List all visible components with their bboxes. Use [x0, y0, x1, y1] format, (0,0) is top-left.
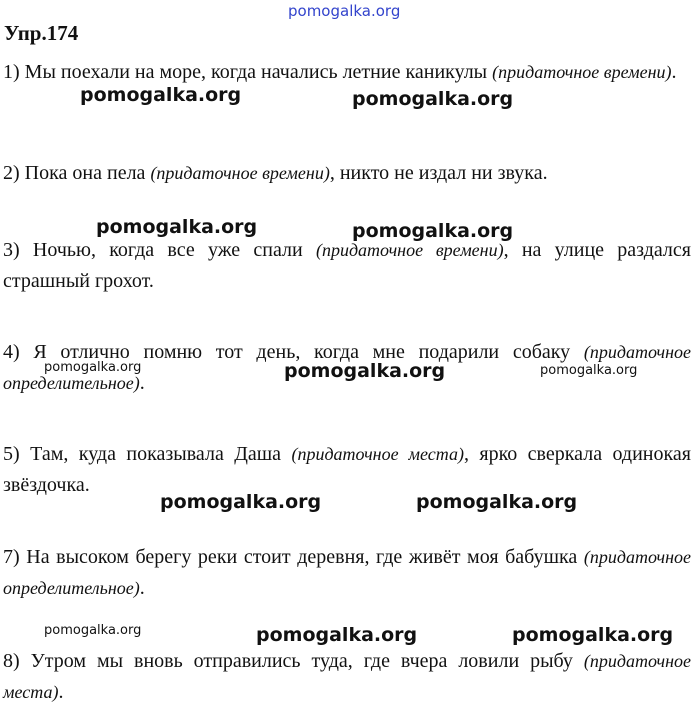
sentence-2 [3, 158, 691, 189]
sentence-number: 1) [3, 61, 20, 83]
watermark: pomogalka.org [512, 624, 674, 646]
sentence-number: 2) [3, 162, 20, 184]
sentence-text: Ночью, когда все уже спали [32, 239, 316, 261]
sentence-text-end: , на улице раздался страшный грохот. [3, 239, 691, 292]
clause-type-note: (придаточное времени) [315, 240, 504, 260]
watermark: pomogalka.org [160, 491, 322, 513]
watermark: pomogalka.org [256, 624, 418, 646]
sentence-text: Мы поехали на море, когда начались летние каникулы [24, 61, 493, 83]
watermark: pomogalka.org [540, 363, 638, 378]
clause-type-note: (придаточное определительное) [3, 547, 691, 598]
watermark: pomogalka.org [44, 360, 142, 375]
watermark-top: pomogalka.org [288, 2, 401, 20]
sentence-text: Утром мы вновь отправились туда, где вчера ловили рыбу [30, 650, 584, 672]
sentence-number: 4) [3, 341, 20, 363]
sentence-text-end: , ярко сверкала одинокая звёздочка. [3, 443, 691, 496]
clause-type-note: (придаточное определительное) [3, 342, 692, 393]
sentence-text-end: . [139, 372, 145, 394]
sentence-text-end: . [139, 577, 145, 599]
clause-type-note: (придаточное времени) [492, 62, 672, 82]
watermark: pomogalka.org [44, 623, 142, 638]
watermark: pomogalka.org [352, 88, 514, 110]
exercise-title: Упр.174 [4, 21, 79, 45]
watermark: pomogalka.org [96, 216, 258, 238]
sentence-number: 7) [3, 546, 20, 568]
watermark: pomogalka.org [80, 84, 242, 106]
sentence-text-end: . [671, 61, 677, 83]
sentence-text: Там, куда показывала Даша [30, 443, 292, 465]
clause-type-note: (придаточное времени) [150, 163, 330, 183]
sentence-number: 5) [3, 443, 20, 465]
sentence-text-end: . [58, 681, 64, 703]
sentence-5 [3, 439, 691, 501]
sentence-text-end: , никто не издал ни звука. [329, 162, 548, 184]
sentence-text: На высоком берегу реки стоит деревня, где живёт моя бабушка [26, 546, 584, 568]
sentence-3 [3, 235, 691, 297]
watermark: pomogalka.org [284, 360, 446, 382]
sentence-text: Пока она пела [24, 162, 151, 184]
sentence-text: Я отлично помню тот день, когда мне подарили собаку [33, 341, 584, 363]
sentence-7 [3, 542, 691, 604]
watermark: pomogalka.org [416, 491, 578, 513]
sentence-number: 3) [3, 239, 20, 261]
clause-type-note: (придаточное места) [291, 444, 464, 464]
watermark: pomogalka.org [352, 220, 514, 242]
clause-type-note: (придаточное места) [3, 651, 692, 702]
sentence-8 [3, 646, 691, 708]
sentence-number: 8) [3, 650, 20, 672]
